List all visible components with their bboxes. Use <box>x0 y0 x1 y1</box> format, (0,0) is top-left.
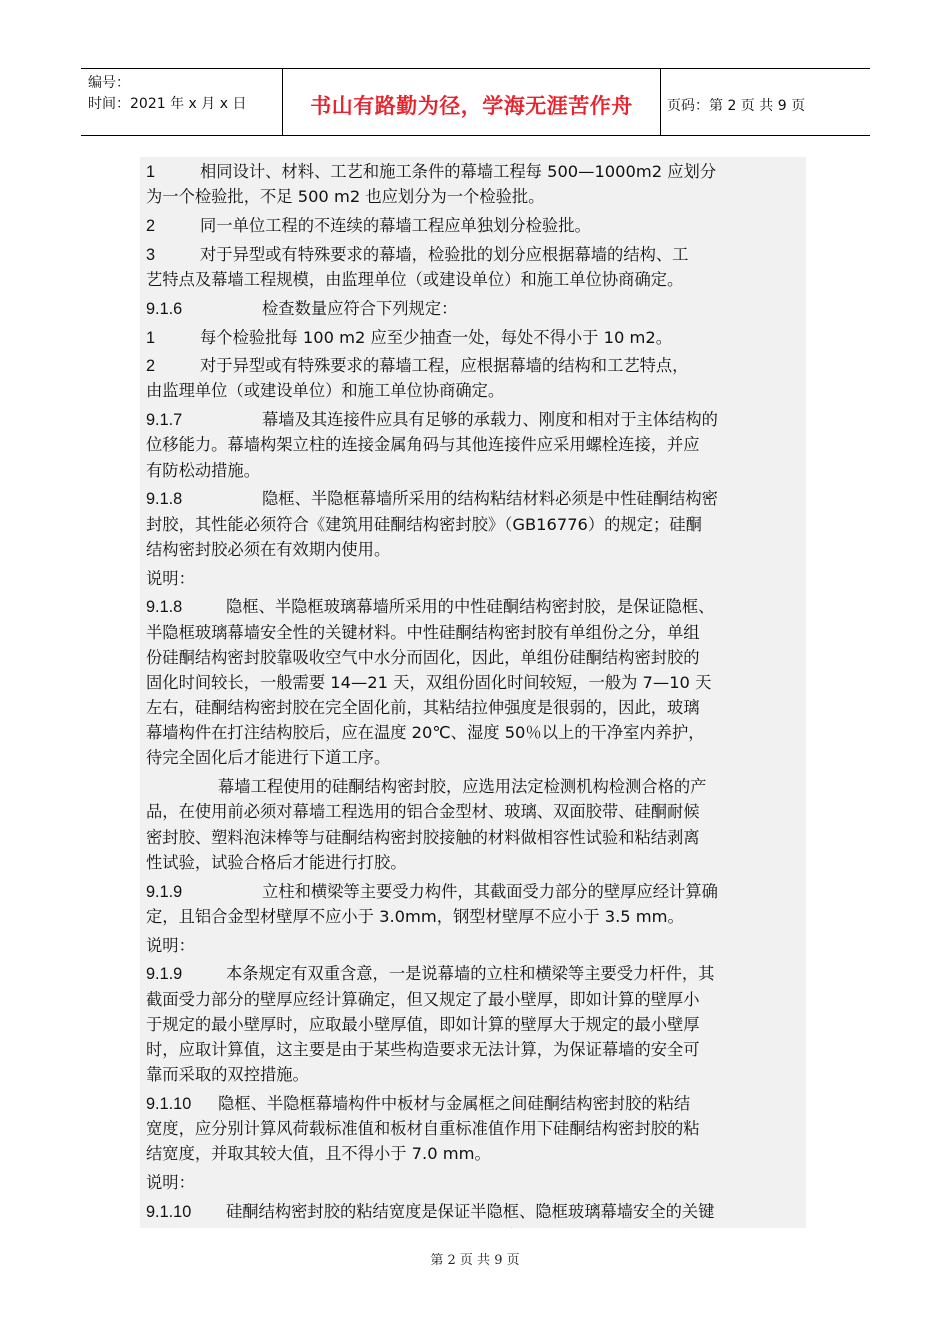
line-text: 每个检验批每 100 m2 应至少抽查一处，每处不得小于 10 m2。 <box>200 327 673 347</box>
line-text: 时，应取计算值，这主要是由于某些构造要求无法计算，为保证幕墙的安全可 <box>146 1039 700 1059</box>
body-line <box>146 537 806 562</box>
clause-number: 9.1.7 <box>146 411 183 430</box>
body-line <box>146 242 806 267</box>
clause-number: 2 <box>146 357 156 376</box>
body-line <box>146 1037 806 1062</box>
body-line <box>146 594 806 619</box>
body-line <box>146 1116 806 1141</box>
line-text: 同一单位工程的不连续的幕墙工程应单独划分检验批。 <box>200 215 591 235</box>
body-line <box>146 432 806 457</box>
line-text: 宽度，应分别计算风荷载标准值和板材自重标准值作用下硅酮结构密封胶的粘 <box>146 1119 700 1139</box>
body-line <box>146 645 806 670</box>
clause-number: 1 <box>146 163 156 181</box>
body-line <box>146 879 806 904</box>
header-meta-cell <box>81 69 283 135</box>
clause-number: 9.1.9 <box>146 965 183 984</box>
body-line <box>146 933 806 958</box>
line-text: 艺特点及幕墙工程规模，由监理单位（或建设单位）和施工单位协商确定。 <box>146 269 684 289</box>
motto-text: 书山有路勤为径，学海无涯苦作舟 <box>310 93 633 118</box>
line-text: 隐框、半隐框幕墙所采用的结构粘结材料必须是中性硅酮结构密 <box>262 489 718 509</box>
line-text: 左右，硅酮结构密封胶在完全固化前，其粘结拉伸强度是很弱的，因此，玻璃 <box>146 698 700 718</box>
body-line <box>146 799 806 824</box>
body-line <box>146 1141 806 1166</box>
body-line <box>146 353 806 378</box>
line-text: 固化时间较长，一般需要 14—21 天，双组份固化时间较短，一般为 7—10 天 <box>146 672 712 692</box>
body-line <box>146 1062 806 1087</box>
body-line <box>146 961 806 986</box>
document-body <box>140 157 806 1228</box>
line-text: 结构密封胶必须在有效期内使用。 <box>146 539 391 559</box>
clause-number: 9.1.6 <box>146 299 183 318</box>
line-text: 说明： <box>146 568 195 588</box>
line-text: 结宽度，并取其较大值，且不得小于 7.0 mm。 <box>146 1144 491 1164</box>
body-line <box>146 1224 806 1228</box>
body-line <box>146 378 806 403</box>
body-line <box>146 1012 806 1037</box>
line-text: 隐框、半隐框幕墙构件中板材与金属框之间硅酮结构密封胶的粘结 <box>218 1093 691 1113</box>
body-line <box>146 296 806 321</box>
line-text: 幕墙及其连接件应具有足够的承载力、刚度和相对于主体结构的 <box>262 410 718 430</box>
line-text: 靠而采取的双控措施。 <box>146 1065 309 1085</box>
line-text: 定，且铝合金型材壁厚不应小于 3.0mm，钢型材壁厚不应小于 3.5 mm。 <box>146 906 684 926</box>
body-line <box>146 566 806 591</box>
line-text: 半隐框玻璃幕墙安全性的关键材料。中性硅酮结构密封胶有单组份之分，单组 <box>146 622 700 642</box>
line-text: 相同设计、材料、工艺和施工条件的幕墙工程每 500—1000m2 应划分 <box>200 162 717 181</box>
body-line <box>146 670 806 695</box>
body-line <box>146 1199 806 1224</box>
line-text: 品，在使用前必须对幕墙工程选用的铝合金型材、玻璃、双面胶带、硅酮耐候 <box>146 802 700 822</box>
page-header <box>81 68 870 136</box>
line-text: 位移能力。幕墙构架立柱的连接金属角码与其他连接件应采用螺栓连接，并应 <box>146 435 700 455</box>
line-text: 封胶，其性能必须符合《建筑用硅酮结构密封胶》（GB16776）的规定；硅酮 <box>146 514 702 534</box>
line-text: 为一个检验批，不足 500 m2 也应划分为一个检验批。 <box>146 187 545 207</box>
line-text: 对于异型或有特殊要求的幕墙工程，应根据幕墙的结构和工艺特点， <box>200 356 689 376</box>
line-text: 性试验，试验合格后才能进行打胶。 <box>146 852 407 872</box>
line-text: 幕墙构件在打注结构胶后，应在温度 20℃、湿度 50％以上的干净室内养护， <box>146 723 705 743</box>
body-line <box>146 620 806 645</box>
body-line <box>146 1091 806 1116</box>
body-line <box>146 159 806 184</box>
clause-number: 9.1.8 <box>146 598 183 617</box>
line-text: 说明： <box>146 1173 195 1193</box>
line-text: 由监理单位（或建设单位）和施工单位协商确定。 <box>146 381 505 401</box>
body-line <box>146 213 806 238</box>
line-text: 说明： <box>146 935 195 955</box>
body-line <box>146 825 806 850</box>
header-page-cell <box>661 69 870 135</box>
line-text: 密封胶、塑料泡沫棒等与硅酮结构密封胶接触的材料做相容性试验和粘结剥离 <box>146 827 700 847</box>
time-label: 时间：2021 年 x 月 x 日 <box>88 96 247 112</box>
clause-number: 9.1.9 <box>146 882 183 901</box>
line-text: 有防松动措施。 <box>146 460 260 480</box>
page-footer: 第 2 页 共 9 页 <box>430 1253 520 1268</box>
clause-number: 2 <box>146 216 156 235</box>
clause-number: 3 <box>146 245 156 264</box>
line-text: 份硅酮结构密封胶靠吸收空气中水分而固化，因此，单组份硅酮结构密封胶的 <box>146 647 700 667</box>
page-label: 页码：第 2 页 共 9 页 <box>667 98 806 114</box>
line-text: 隐框、半隐框玻璃幕墙所采用的中性硅酮结构密封胶，是保证隐框、 <box>226 597 715 617</box>
body-line <box>146 695 806 720</box>
body-line <box>146 458 806 483</box>
line-text: 截面受力部分的壁厚应经计算确定，但又规定了最小壁厚，即如计算的壁厚小 <box>146 989 700 1009</box>
line-text: 待完全固化后才能进行下道工序。 <box>146 748 391 768</box>
body-line <box>146 184 806 209</box>
body-line <box>146 325 806 350</box>
line-text: 硅酮结构密封胶的粘结宽度是保证半隐框、隐框玻璃幕墙安全的关键 <box>226 1201 715 1221</box>
line-text: 于规定的最小壁厚时，应取最小壁厚值，即如计算的壁厚大于规定的最小壁厚 <box>146 1014 700 1034</box>
line-text <box>146 1227 700 1228</box>
line-text: 幕墙工程使用的硅酮结构密封胶，应选用法定检测机构检测合格的产 <box>218 777 707 797</box>
body-line <box>146 720 806 745</box>
line-text: 立柱和横梁等主要受力构件，其截面受力部分的壁厚应经计算确 <box>262 881 718 901</box>
clause-number: 1 <box>146 328 156 347</box>
clause-number: 9.1.10 <box>146 1202 192 1221</box>
body-line <box>146 1170 806 1195</box>
body-line <box>146 904 806 929</box>
clause-number: 9.1.8 <box>146 490 183 509</box>
header-motto-cell <box>283 69 661 135</box>
body-line <box>146 407 806 432</box>
number-label: 编号： <box>88 75 130 91</box>
body-line <box>146 486 806 511</box>
body-line <box>146 774 806 799</box>
body-line <box>146 850 806 875</box>
body-line <box>146 745 806 770</box>
clause-number: 9.1.10 <box>146 1094 192 1113</box>
line-text: 对于异型或有特殊要求的幕墙，检验批的划分应根据幕墙的结构、工 <box>200 244 689 264</box>
body-line <box>146 512 806 537</box>
line-text: 检查数量应符合下列规定： <box>262 298 458 318</box>
body-line <box>146 987 806 1012</box>
body-line <box>146 267 806 292</box>
line-text: 本条规定有双重含意，一是说幕墙的立柱和横梁等主要受力杆件，其 <box>226 964 715 984</box>
